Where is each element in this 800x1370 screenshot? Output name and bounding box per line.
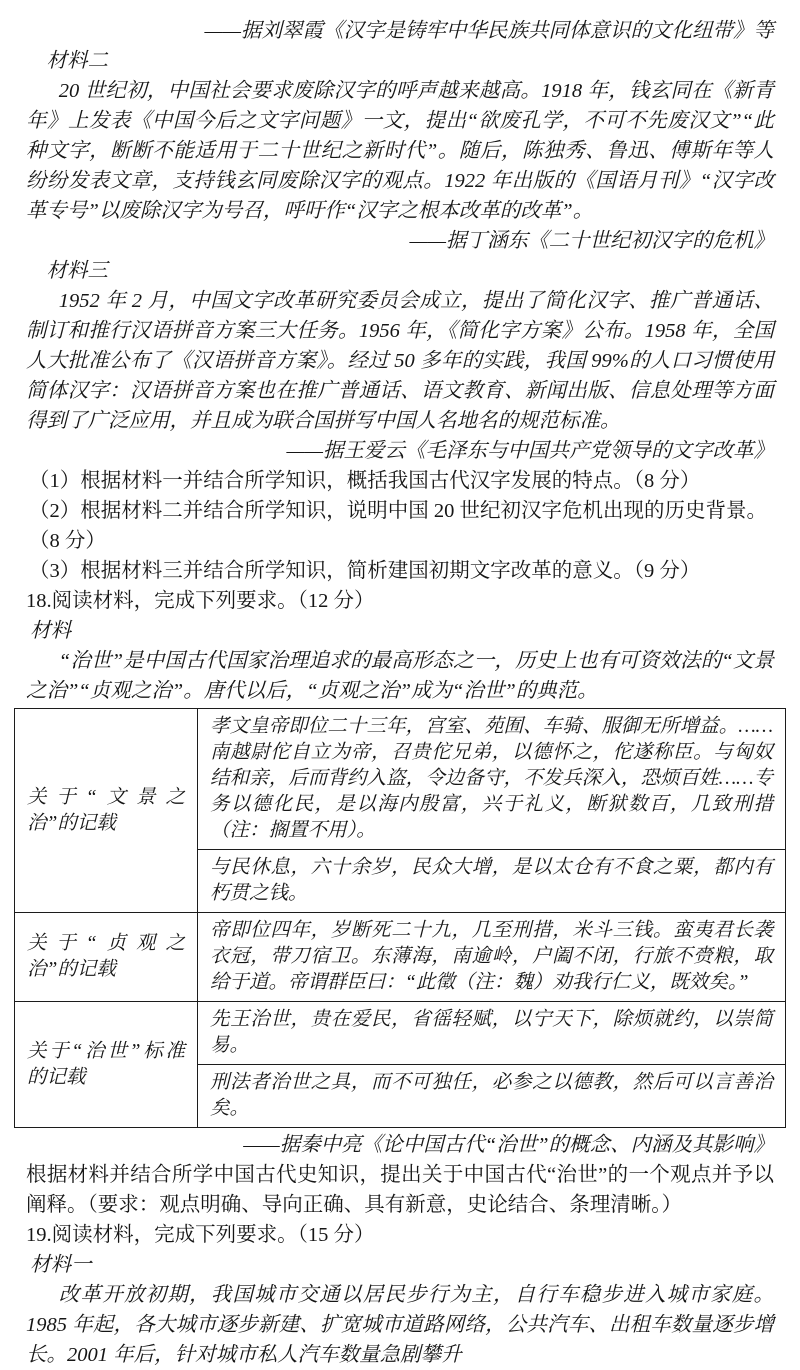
table-row-label-zhishi-standard: 关于“治世”标准的记载 xyxy=(15,1002,198,1128)
table-row xyxy=(15,709,786,850)
material3-text: 1952 年 2 月，中国文字改革研究委员会成立，提出了简化汉字、推广普通话、制订和推行汉语拼音方案三大任务。1956 年，《简化字方案》公布。1958 年，全国人大批准公布了《汉语拼音方案》。经过 50 多年的实践，我国 99%的人口习惯使用简体汉字：汉语拼音方案也在推广普通话、语文教育、新闻出版、信息处理等方面得到了广泛应用，并且成为联合国拼写中国人名地名的规范标准。 xyxy=(26,290,774,432)
q18-material-label: 材料 xyxy=(30,620,72,642)
question-item-3: （3）根据材料三并结合所学知识，简析建国初期文字改革的意义。（9 分） xyxy=(29,560,701,582)
q18-material-intro: “治世”是中国古代国家治理追求的最高形态之一，历史上也有可资效法的“文景之治”“贞观之治”。唐代以后，“贞观之治”成为“治世”的典范。 xyxy=(26,650,774,702)
material3-label: 材料三 xyxy=(46,260,108,282)
zhishi-records-table xyxy=(14,708,786,1128)
table-row xyxy=(15,1002,786,1065)
attribution-material2: ——据丁涵东《二十世纪初汉字的危机》 xyxy=(409,230,774,252)
table-row-label-wenjing: 关于“文景之治”的记载 xyxy=(15,709,198,913)
q18-task: 根据材料并结合所学中国古代史知识，提出关于中国古代“治世”的一个观点并予以阐释。（要求：观点明确、导向正确、具有新意，史论结合、条理清晰。） xyxy=(26,1164,774,1216)
attribution-q18: ——据秦中亮《论中国古代“治世”的概念、内涵及其影响》 xyxy=(243,1134,774,1156)
q19-material-label: 材料一 xyxy=(30,1254,92,1276)
table-row xyxy=(15,913,786,1002)
table-row-label-zhenguan: 关于“贞观之治”的记载 xyxy=(15,913,198,1002)
table-cell-wenjing-2: 与民休息，六十余岁，民众大增，是以太仓有不食之粟，都内有朽贯之钱。 xyxy=(198,850,786,913)
question-19-heading: 19.阅读材料，完成下列要求。（15 分） xyxy=(26,1224,375,1246)
question-item-1: （1）根据材料一并结合所学知识，概括我国古代汉字发展的特点。（8 分） xyxy=(29,470,701,492)
table-cell-wenjing-1: 孝文皇帝即位二十三年，宫室、苑囿、车骑、服御无所增益。……南越尉佗自立为帝，召贵佗兄弟，以德怀之，佗遂称臣。与匈奴结和亲，后而背约入盗，令边备守，不发兵深入，恐烦百姓……专务以德化民，是以海内殷富，兴于礼义，断狱数百，几致刑措（注：搁置不用）。 xyxy=(198,709,786,850)
attribution-material1: ——据刘翠霞《汉字是铸牢中华民族共同体意识的文化纽带》等 xyxy=(204,20,774,42)
material2-text: 20 世纪初，中国社会要求废除汉字的呼声越来越高。1918 年，钱玄同在《新青年》上发表《中国今后之文字问题》一文，提出“欲废孔学，不可不先废汉文”“此种文字，断断不能适用于二十世纪之新时代”。随后，陈独秀、鲁迅、傅斯年等人纷纷发表文章，支持钱玄同废除汉字的观点。1922 年出版的《国语月刊》“汉字改革专号”以废除汉字为号召，呼吁作“汉字之根本改革的改革”。 xyxy=(26,80,774,222)
attribution-material3: ——据王爱云《毛泽东与中国共产党领导的文字改革》 xyxy=(286,440,774,462)
material2-label: 材料二 xyxy=(46,50,108,72)
table-cell-standard-2: 刑法者治世之具，而不可独任，必参之以德教，然后可以言善治矣。 xyxy=(198,1065,786,1128)
table-cell-standard-1: 先王治世，贵在爱民，省徭轻赋，以宁天下，除烦就约，以崇简易。 xyxy=(198,1002,786,1065)
q19-material-text: 改革开放初期，我国城市交通以居民步行为主，自行车稳步进入城市家庭。1985 年起，各大城市逐步新建、扩宽城市道路网络，公共汽车、出租车数量逐步增长。2001 年后，针对城市私人汽车数量急剧攀升 xyxy=(26,1284,774,1366)
question-item-2: （2）根据材料二并结合所学知识，说明中国 20 世纪初汉字危机出现的历史背景。（8 分） xyxy=(29,500,767,552)
table-cell-zhenguan-1: 帝即位四年，岁断死二十九，几至刑措，米斗三钱。蛮夷君长袭衣冠，带刀宿卫。东薄海，南逾岭，户阖不闭，行旅不赍粮，取给于道。帝谓群臣曰：“此徵（注：魏）劝我行仁义，既效矣。” xyxy=(198,913,786,1002)
question-18-heading: 18.阅读材料，完成下列要求。（12 分） xyxy=(26,590,375,612)
